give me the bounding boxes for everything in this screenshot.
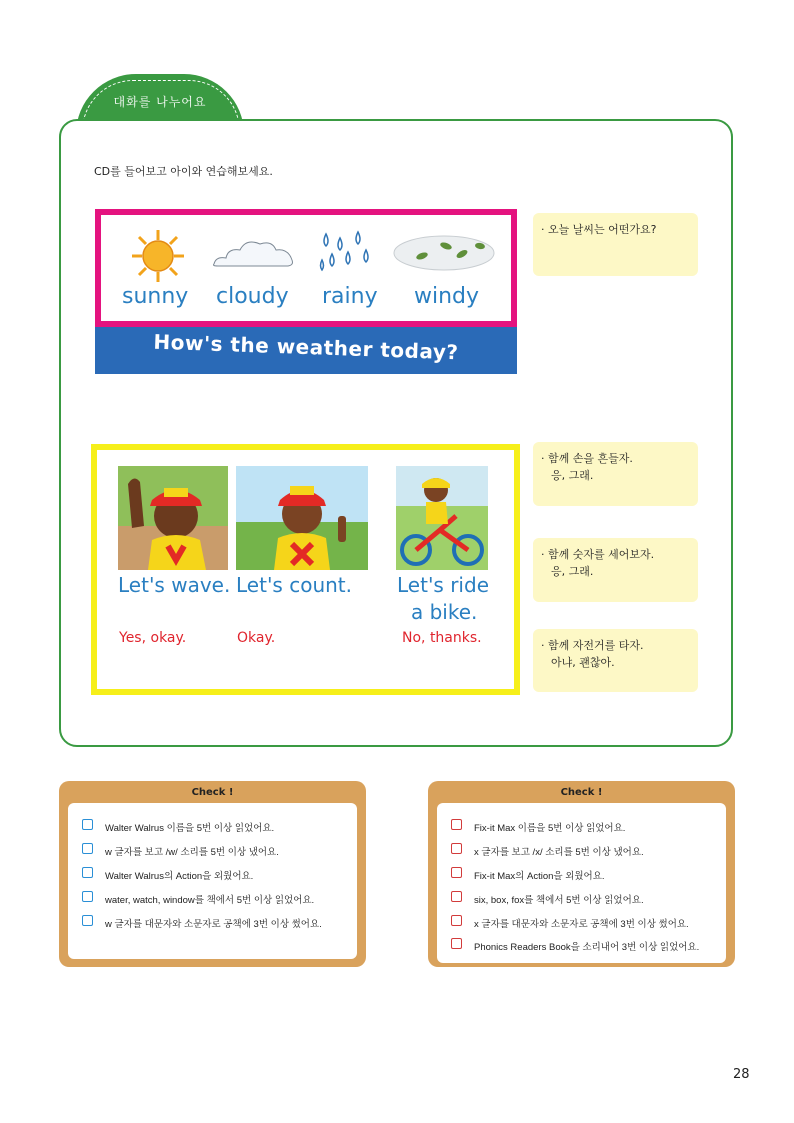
weather-question: How's the weather today?: [153, 329, 459, 365]
check-title-left: Check !: [191, 787, 234, 798]
note-ride-line-1: · 함께 자전거를 타자.: [541, 639, 644, 652]
checkbox[interactable]: [451, 938, 462, 949]
wind-leaves-icon: [392, 234, 496, 272]
note-wave-line-1: · 함께 손을 흔들자.: [541, 452, 633, 465]
note-ride: [533, 629, 698, 692]
checkbox[interactable]: [82, 819, 93, 830]
weather-word-cloudy: cloudy: [216, 284, 289, 309]
check-item: Fix-it Max 이름을 5번 이상 읽었어요.: [474, 823, 626, 834]
note-count: [533, 538, 698, 602]
note-count-line-2: 응, 그래.: [551, 565, 594, 578]
section-tab-label: 대화를 나누어요: [113, 95, 207, 109]
raindrops-icon: [318, 230, 378, 274]
boy-counting-illustration: [236, 466, 368, 570]
activity-phrase-count: Let's count.: [236, 573, 352, 597]
response-yes-okay: Yes, okay.: [119, 630, 187, 646]
weather-word-rainy: rainy: [322, 284, 378, 309]
activity-phrase-ride: Let's ride: [397, 573, 489, 597]
note-weather-line: · 오늘 날씨는 어떤가요?: [541, 223, 657, 236]
check-item: water, watch, window를 책에서 5번 이상 읽었어요.: [105, 895, 315, 906]
note-weather: [533, 213, 698, 276]
sun-icon: [130, 228, 186, 284]
note-wave-line-2: 응, 그래.: [551, 469, 594, 482]
boy-biking-illustration: [396, 466, 488, 570]
check-item: Walter Walrus의 Action을 외웠어요.: [105, 871, 254, 882]
check-item: w 글자를 대문자와 소문자로 공책에 3번 이상 썼어요.: [105, 919, 322, 930]
activity-phrase-bike: a bike.: [411, 600, 478, 624]
check-item: w 글자를 보고 /w/ 소리를 5번 이상 냈어요.: [105, 847, 279, 858]
checkbox[interactable]: [451, 867, 462, 878]
weather-word-sunny: sunny: [122, 284, 189, 309]
check-title-right: Check !: [560, 787, 603, 798]
boy-waving-illustration: [118, 466, 228, 570]
activity-phrase-wave: Let's wave.: [118, 573, 231, 597]
page-number: 28: [733, 1067, 750, 1082]
response-okay: Okay.: [237, 630, 276, 646]
check-item: Fix-it Max의 Action을 외웠어요.: [474, 871, 605, 882]
note-count-line-1: · 함께 숫자를 세어보자.: [541, 548, 655, 561]
note-wave: [533, 442, 698, 506]
checkbox[interactable]: [451, 843, 462, 854]
response-no-thanks: No, thanks.: [402, 630, 482, 646]
weather-word-windy: windy: [414, 284, 480, 309]
check-item: Walter Walrus 이름을 5번 이상 읽었어요.: [105, 823, 275, 834]
checkbox[interactable]: [82, 843, 93, 854]
checkbox[interactable]: [451, 819, 462, 830]
cloud-icon: [210, 234, 296, 270]
checkbox[interactable]: [82, 891, 93, 902]
check-item: x 글자를 대문자와 소문자로 공책에 3번 이상 썼어요.: [474, 919, 689, 930]
checkbox[interactable]: [451, 891, 462, 902]
checkbox[interactable]: [82, 915, 93, 926]
check-item: x 글자를 보고 /x/ 소리를 5번 이상 냈어요.: [474, 847, 644, 858]
instruction-text: CD를 들어보고 아이와 연습해보세요.: [94, 165, 273, 178]
checkbox[interactable]: [451, 915, 462, 926]
check-item: six, box, fox를 책에서 5번 이상 읽었어요.: [474, 895, 644, 906]
check-item: Phonics Readers Book을 소리내어 3번 이상 읽었어요.: [474, 942, 700, 953]
note-ride-line-2: 아냐, 괜찮아.: [551, 656, 615, 669]
checkbox[interactable]: [82, 867, 93, 878]
